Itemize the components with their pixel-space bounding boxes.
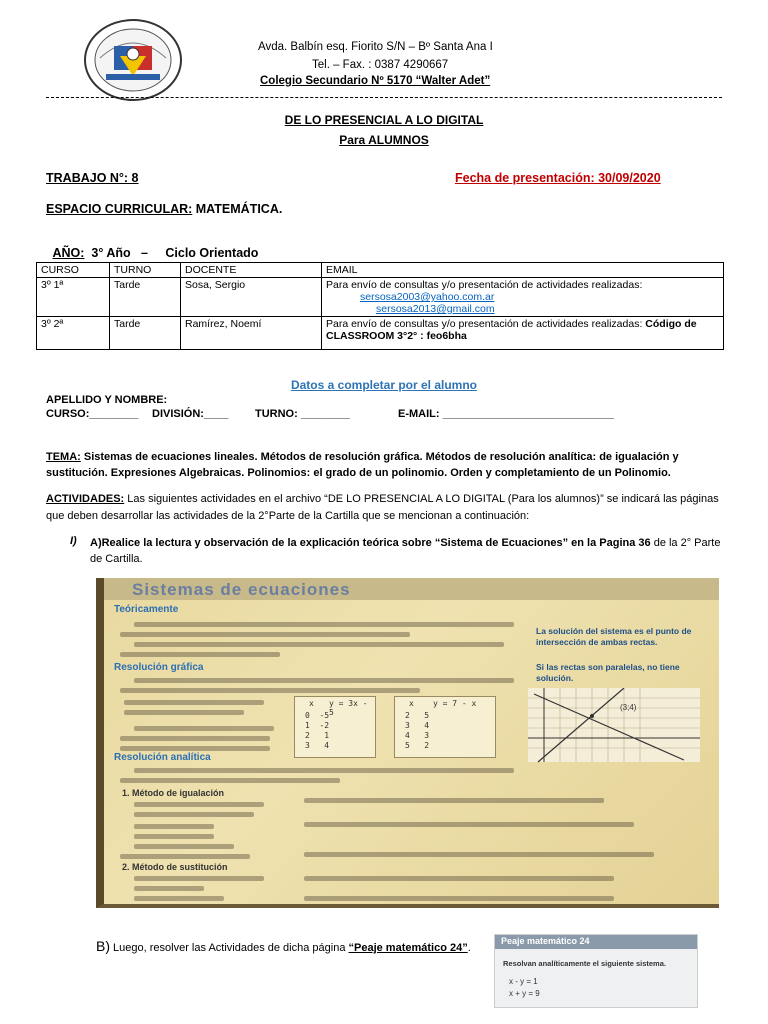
col-docente: DOCENTE	[181, 263, 322, 278]
datos-title: Datos a completar por el alumno	[290, 378, 478, 392]
turno-field[interactable]: TURNO: ________	[255, 408, 350, 420]
fecha-presentacion: Fecha de presentación: 30/09/2020	[455, 171, 661, 185]
classroom-code: Código de CLASSROOM 3°2° : feo6bha	[326, 318, 697, 342]
scan-text-line	[134, 876, 264, 881]
item-number: I)	[70, 535, 77, 547]
peaje-text: Resolvan analíticamente el siguiente sistema.	[503, 959, 666, 968]
scan-text-line	[120, 652, 280, 657]
tema-text: Sistemas de ecuaciones lineales. Métodos de resolución gráfica. Métodos de resolución analítica: de igualación y sustitución. Expresiones Algebraicas. Polinomios: el grado de un polinomio. Orden y completamiento de un Polinomio.	[46, 451, 679, 479]
t1-row: 0 -5	[305, 711, 330, 720]
scan-text-line	[134, 768, 514, 773]
scan-text-line	[120, 746, 270, 751]
tema-label: TEMA:	[46, 451, 81, 463]
item2-bold: “Peaje matemático 24”	[348, 942, 468, 954]
scan-graph	[524, 688, 704, 764]
email-link-gmail[interactable]: sersosa2013@gmail.com	[376, 303, 495, 315]
tema-paragraph	[46, 449, 726, 481]
cell-turno: Tarde	[110, 317, 181, 350]
anio-label: AÑO:	[52, 246, 85, 260]
email-text: Para envío de consultas y/o presentación de actividades realizadas:	[326, 318, 646, 330]
scan-text-line	[134, 622, 514, 627]
scan-text-line	[134, 844, 234, 849]
actividades-label: ACTIVIDADES:	[46, 493, 125, 505]
item1-paragraph	[90, 535, 726, 567]
scan-teoricamente: Teóricamente	[114, 604, 179, 615]
espacio-label: ESPACIO CURRICULAR:	[46, 202, 193, 216]
actividades-text: Las siguientes actividades en el archivo “DE LO PRESENCIAL A LO DIGITAL (Para los alumnos)” se indicará las páginas que deben desarrollar las actividades de la 2°Parte de la Cartilla que se mencionan a continuación:	[46, 493, 719, 522]
t1-row: 2 1	[305, 731, 330, 740]
docentes-table	[36, 262, 724, 350]
cell-email	[322, 317, 724, 350]
scan-paralelas-text: Si las rectas son paralelas, no tiene solución.	[536, 662, 680, 683]
scan-text-line	[304, 896, 614, 901]
cell-docente: Sosa, Sergio	[181, 278, 322, 317]
t1-row: 3 4	[305, 741, 330, 750]
school-logo	[82, 18, 184, 102]
cell-email	[322, 278, 724, 317]
cell-curso: 3º 1ª	[37, 278, 110, 317]
t2-row: 4 3	[405, 731, 430, 740]
scan-text-line	[134, 802, 264, 807]
scan-text-line	[134, 886, 204, 891]
t2-row: 3 4	[405, 721, 430, 730]
header-divider	[46, 97, 722, 98]
scan-solucion-text: La solución del sistema es el punto de intersección de ambas rectas.	[536, 626, 692, 647]
peaje-title: Peaje matemático 24	[501, 936, 590, 946]
scan-text-line	[304, 822, 634, 827]
scan-text-line	[134, 824, 214, 829]
email-field[interactable]: E-MAIL: ____________________________	[398, 408, 614, 420]
espacio-value: MATEMÁTICA.	[192, 202, 283, 216]
school-address: Avda. Balbín esq. Fiorito S/N – Bº Santa Ana I	[258, 41, 493, 53]
textbook-scan-image	[96, 578, 719, 908]
scan-table-2	[394, 696, 496, 758]
scan-text-line	[120, 736, 270, 741]
t2-head-y: y = 7 - x	[433, 699, 477, 708]
scan-text-line	[134, 726, 274, 731]
peaje-eq2: x + y = 9	[509, 989, 540, 998]
t1-row: 1 -2	[305, 721, 330, 730]
col-email: EMAIL	[322, 263, 724, 278]
scan-text-line	[120, 778, 340, 783]
item2-text: Luego, resolver las Actividades de dicha página	[110, 942, 349, 954]
scan-metodo-sustitucion: 2. Método de sustitución	[122, 862, 228, 872]
scan-text-line	[304, 798, 604, 803]
scan-text-line	[134, 642, 504, 647]
scan-table-1	[294, 696, 376, 758]
scan-text-line	[134, 834, 214, 839]
anio-value: 3° Año – Ciclo Orientado	[84, 246, 259, 260]
item2-paragraph	[96, 938, 471, 954]
scan-text-line	[124, 700, 264, 705]
scan-text-line	[134, 896, 224, 901]
item1-rest: de la 2° Parte de Cartilla.	[90, 537, 721, 565]
col-turno: TURNO	[110, 263, 181, 278]
scan-text-line	[124, 710, 244, 715]
page-title: DE LO PRESENCIAL A LO DIGITAL	[284, 113, 484, 127]
scan-text-line	[134, 812, 254, 817]
col-curso: CURSO	[37, 263, 110, 278]
scan-title: Sistemas de ecuaciones	[132, 580, 351, 599]
graph-point-label: (3;4)	[620, 703, 637, 712]
peaje-eq1: x - y = 1	[509, 977, 538, 986]
cell-turno: Tarde	[110, 278, 181, 317]
scan-resolucion-grafica: Resolución gráfica	[114, 662, 204, 673]
school-phone: Tel. – Fax. : 0387 4290667	[312, 59, 449, 71]
table-header-row	[37, 263, 724, 278]
t1-head-y: y = 3x - 5	[329, 699, 368, 717]
item2-letter: B)	[96, 938, 110, 954]
division-field[interactable]: DIVISIÓN:____	[152, 408, 229, 420]
espacio-curricular	[46, 202, 282, 216]
cell-curso: 3º 2ª	[37, 317, 110, 350]
t2-row: 5 2	[405, 741, 430, 750]
table-row	[37, 317, 724, 350]
scan-metodo-igualacion: 1. Método de igualación	[122, 788, 225, 798]
table-row	[37, 278, 724, 317]
t2-row: 2 5	[405, 711, 430, 720]
t1-head-x: x	[309, 699, 314, 708]
apellido-field[interactable]: APELLIDO Y NOMBRE:	[46, 394, 168, 406]
actividades-paragraph	[46, 491, 726, 525]
cell-docente: Ramírez, Noemí	[181, 317, 322, 350]
email-text: Para envío de consultas y/o presentación de actividades realizadas:	[326, 279, 643, 291]
scan-resolucion-analitica: Resolución analítica	[114, 752, 211, 763]
scan-text-line	[304, 876, 614, 881]
t2-head-x: x	[409, 699, 414, 708]
scan-text-line	[134, 678, 514, 683]
item1-bold: A)Realice la lectura y observación de la explicación teórica sobre “Sistema de Ecuaciones” en la Pagina 36	[90, 537, 651, 549]
trabajo-number: TRABAJO N°: 8	[46, 171, 139, 185]
scan-title-bar	[104, 578, 719, 600]
page-subtitle: Para ALUMNOS	[339, 133, 429, 147]
scan-text-line	[120, 632, 410, 637]
scan-text-line	[304, 852, 654, 857]
item2-end: .	[467, 942, 471, 954]
email-link-yahoo[interactable]: sersosa2003@yahoo.com.ar	[360, 291, 495, 303]
peaje-title-bar	[495, 935, 697, 949]
curso-field[interactable]: CURSO:________	[46, 408, 139, 420]
school-name: Colegio Secundario Nº 5170 “Walter Adet”	[260, 75, 491, 87]
anio-line	[46, 232, 258, 260]
peaje-image	[494, 934, 698, 1008]
scan-text-line	[120, 688, 420, 693]
scan-text-line	[120, 854, 250, 859]
